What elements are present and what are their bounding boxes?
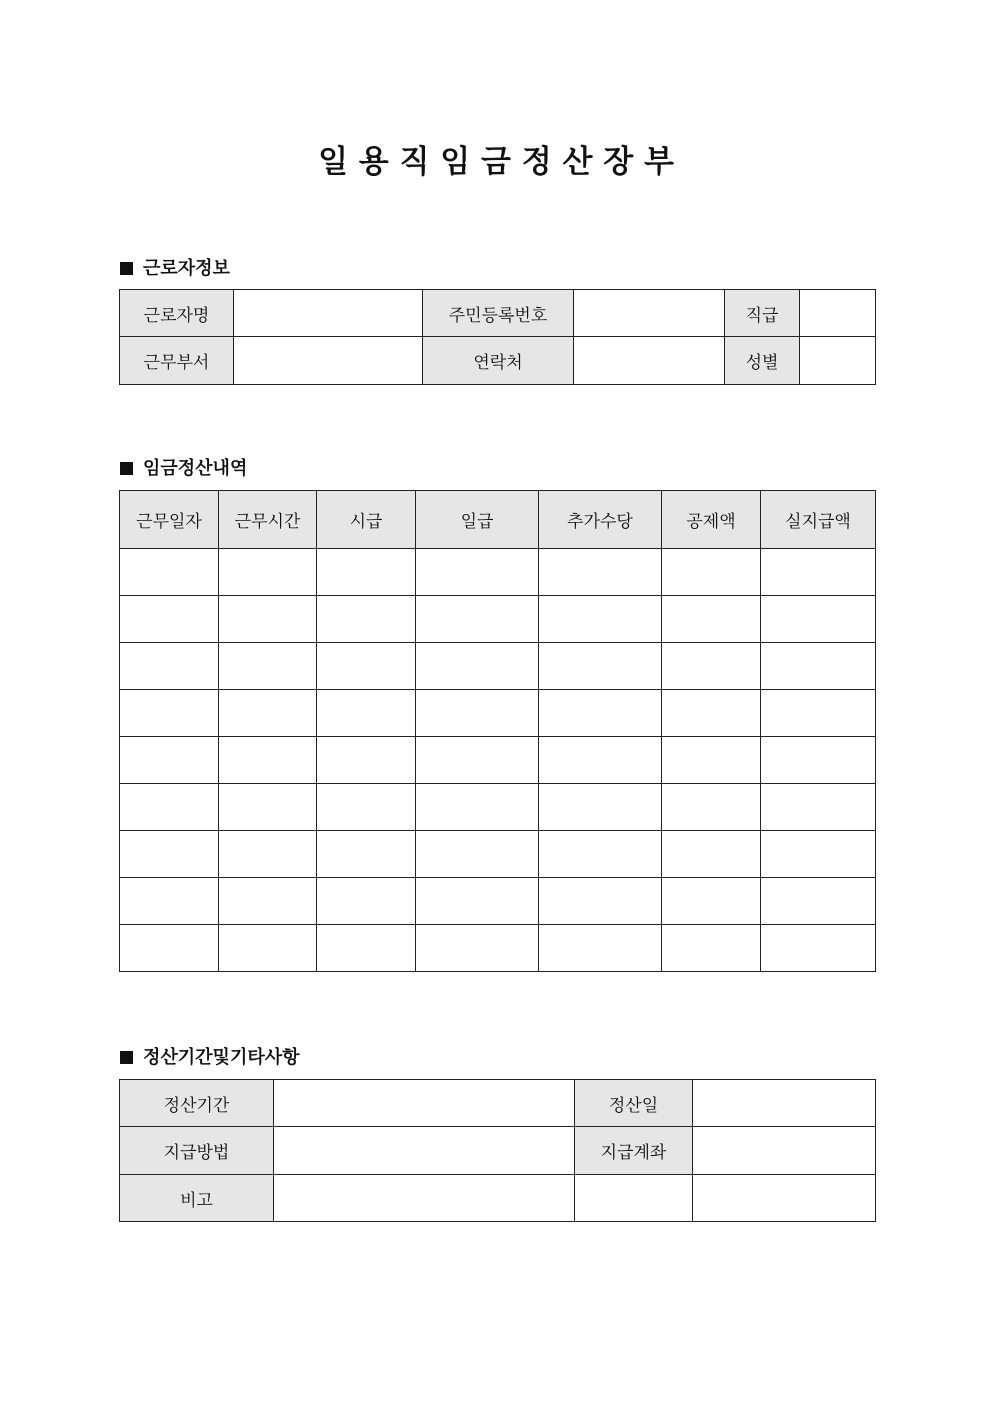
table-row [120, 643, 876, 690]
section-title: 근로자정보 [143, 258, 230, 279]
work-hours-cell[interactable] [219, 925, 317, 972]
net-pay-cell[interactable] [761, 549, 876, 596]
table-row [120, 831, 876, 878]
table-row [120, 290, 876, 337]
worker-name-field[interactable] [234, 290, 423, 337]
label-worker-name: 근로자명 [120, 290, 234, 337]
payment-account-field[interactable] [693, 1127, 876, 1175]
daily-wage-cell[interactable] [416, 596, 539, 643]
work-hours-cell[interactable] [219, 784, 317, 831]
column-header-deduction: 공제액 [662, 491, 761, 549]
table-row [120, 1127, 876, 1175]
work-hours-cell[interactable] [219, 643, 317, 690]
deduction-cell[interactable] [662, 549, 761, 596]
hourly-wage-cell[interactable] [317, 784, 416, 831]
blank-cell[interactable] [575, 1175, 693, 1222]
contact-field[interactable] [574, 337, 725, 385]
work-hours-cell[interactable] [219, 549, 317, 596]
work-hours-cell[interactable] [219, 596, 317, 643]
column-header-extra-allowance: 추가수당 [539, 491, 662, 549]
document-title: 일 용 직 임 금 정 산 장 부 [318, 144, 674, 180]
table-row [120, 690, 876, 737]
column-header-work-date: 근무일자 [120, 491, 219, 549]
extra-allowance-cell[interactable] [539, 643, 662, 690]
table-row [120, 1080, 876, 1127]
wage-rows [120, 549, 876, 972]
work-hours-cell[interactable] [219, 831, 317, 878]
daily-wage-cell[interactable] [416, 690, 539, 737]
deduction-cell[interactable] [662, 737, 761, 784]
net-pay-cell[interactable] [761, 784, 876, 831]
daily-wage-cell[interactable] [416, 549, 539, 596]
deduction-cell[interactable] [662, 690, 761, 737]
table-row [120, 337, 876, 385]
hourly-wage-cell[interactable] [317, 690, 416, 737]
extra-allowance-cell[interactable] [539, 831, 662, 878]
deduction-cell[interactable] [662, 784, 761, 831]
daily-wage-cell[interactable] [416, 831, 539, 878]
label-department: 근무부서 [120, 337, 234, 385]
work-hours-cell[interactable] [219, 690, 317, 737]
settlement-period-field[interactable] [274, 1080, 575, 1127]
hourly-wage-cell[interactable] [317, 643, 416, 690]
column-header-work-hours: 근무시간 [219, 491, 317, 549]
table-row [120, 925, 876, 972]
table-row [120, 549, 876, 596]
extra-allowance-cell[interactable] [539, 878, 662, 925]
work-date-cell[interactable] [120, 549, 219, 596]
table-header-row [120, 491, 876, 549]
daily-wage-cell[interactable] [416, 643, 539, 690]
square-bullet-icon [120, 462, 133, 475]
worker-info-table [119, 289, 876, 385]
deduction-cell[interactable] [662, 878, 761, 925]
daily-wage-cell[interactable] [416, 784, 539, 831]
work-hours-cell[interactable] [219, 737, 317, 784]
deduction-cell[interactable] [662, 596, 761, 643]
net-pay-cell[interactable] [761, 690, 876, 737]
position-field[interactable] [800, 290, 876, 337]
column-header-hourly-wage: 시급 [317, 491, 416, 549]
remarks-field[interactable] [274, 1175, 575, 1222]
section-heading-settlement-info [120, 1043, 300, 1069]
hourly-wage-cell[interactable] [317, 737, 416, 784]
work-date-cell[interactable] [120, 878, 219, 925]
net-pay-cell[interactable] [761, 737, 876, 784]
blank-cell[interactable] [693, 1175, 876, 1222]
resident-number-field[interactable] [574, 290, 725, 337]
label-gender: 성별 [725, 337, 800, 385]
label-settlement-date: 정산일 [575, 1080, 693, 1127]
column-header-daily-wage: 일급 [416, 491, 539, 549]
wage-details-table [119, 490, 876, 972]
net-pay-cell[interactable] [761, 643, 876, 690]
deduction-cell[interactable] [662, 643, 761, 690]
extra-allowance-cell[interactable] [539, 690, 662, 737]
label-position: 직급 [725, 290, 800, 337]
table-row [120, 878, 876, 925]
table-row [120, 1175, 876, 1222]
extra-allowance-cell[interactable] [539, 596, 662, 643]
table-row [120, 596, 876, 643]
net-pay-cell[interactable] [761, 925, 876, 972]
label-contact: 연락처 [423, 337, 574, 385]
work-date-cell[interactable] [120, 784, 219, 831]
table-row [120, 737, 876, 784]
extra-allowance-cell[interactable] [539, 925, 662, 972]
work-date-cell[interactable] [120, 925, 219, 972]
daily-wage-cell[interactable] [416, 878, 539, 925]
label-payment-method: 지급방법 [120, 1127, 274, 1175]
label-remarks: 비고 [120, 1175, 274, 1222]
section-heading-wage-details [120, 454, 247, 480]
square-bullet-icon [120, 1051, 133, 1064]
gender-field[interactable] [800, 337, 876, 385]
work-date-cell[interactable] [120, 737, 219, 784]
net-pay-cell[interactable] [761, 878, 876, 925]
deduction-cell[interactable] [662, 831, 761, 878]
hourly-wage-cell[interactable] [317, 925, 416, 972]
label-settlement-period: 정산기간 [120, 1080, 274, 1127]
section-heading-worker-info [120, 254, 230, 280]
extra-allowance-cell[interactable] [539, 737, 662, 784]
hourly-wage-cell[interactable] [317, 831, 416, 878]
hourly-wage-cell[interactable] [317, 596, 416, 643]
section-title: 임금정산내역 [143, 458, 248, 479]
deduction-cell[interactable] [662, 925, 761, 972]
extra-allowance-cell[interactable] [539, 549, 662, 596]
work-date-cell[interactable] [120, 596, 219, 643]
column-header-net-pay: 실지급액 [761, 491, 876, 549]
daily-wage-cell[interactable] [416, 925, 539, 972]
square-bullet-icon [120, 262, 133, 275]
label-resident-number: 주민등록번호 [423, 290, 574, 337]
payment-method-field[interactable] [274, 1127, 575, 1175]
work-date-cell[interactable] [120, 831, 219, 878]
label-payment-account: 지급계좌 [575, 1127, 693, 1175]
net-pay-cell[interactable] [761, 596, 876, 643]
settlement-info-table [119, 1079, 876, 1222]
table-row [120, 784, 876, 831]
work-date-cell[interactable] [120, 643, 219, 690]
department-field[interactable] [234, 337, 423, 385]
extra-allowance-cell[interactable] [539, 784, 662, 831]
work-hours-cell[interactable] [219, 878, 317, 925]
daily-wage-cell[interactable] [416, 737, 539, 784]
section-title: 정산기간및기타사항 [143, 1047, 300, 1068]
settlement-date-field[interactable] [693, 1080, 876, 1127]
hourly-wage-cell[interactable] [317, 549, 416, 596]
net-pay-cell[interactable] [761, 831, 876, 878]
work-date-cell[interactable] [120, 690, 219, 737]
hourly-wage-cell[interactable] [317, 878, 416, 925]
